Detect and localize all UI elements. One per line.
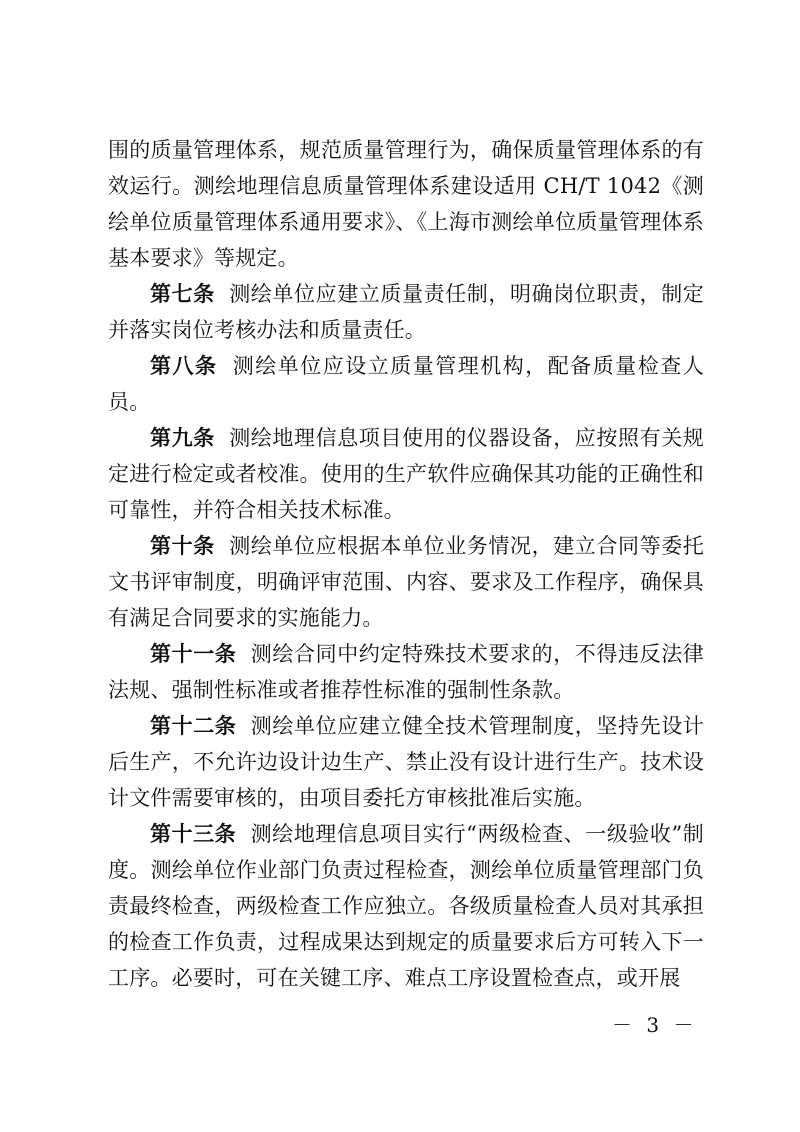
article-text: 测绘地理信息项目使用的仪器设备，应按照有关规定进行检定或者校准。使用的生产软件应确保其功能的正确性和可靠性，并符合相关技术标准。 xyxy=(108,426,704,522)
article-13 xyxy=(108,816,704,996)
article-text: 测绘合同中约定特殊技术要求的，不得违反法律法规、强制性标准或者推荐性标准的强制性条款。 xyxy=(108,642,704,702)
article-number: 第十条 xyxy=(150,534,215,558)
article-8 xyxy=(108,348,704,420)
article-9 xyxy=(108,420,704,528)
article-number: 第九条 xyxy=(150,426,215,450)
article-12 xyxy=(108,708,704,816)
article-10 xyxy=(108,528,704,636)
document-body xyxy=(108,132,704,996)
article-7 xyxy=(108,276,704,348)
article-text: 测绘单位应建立质量责任制，明确岗位职责，制定并落实岗位考核办法和质量责任。 xyxy=(108,282,704,342)
article-number: 第十一条 xyxy=(150,642,237,666)
paragraph-text: 围的质量管理体系，规范质量管理行为，确保质量管理体系的有效运行。测绘地理信息质量管理体系建设适用 CH/T 1042《测绘单位质量管理体系通用要求》、《上海市测绘单位质量管理体系基本要求》等规定。 xyxy=(108,138,704,270)
article-11 xyxy=(108,636,704,708)
article-number: 第十三条 xyxy=(150,822,237,846)
paragraph-continuation xyxy=(108,132,704,276)
article-number: 第十二条 xyxy=(150,714,237,738)
article-number: 第八条 xyxy=(150,354,218,378)
article-number: 第七条 xyxy=(150,282,215,306)
article-text: 测绘单位应设立质量管理机构，配备质量检查人员。 xyxy=(108,354,704,414)
article-text: 测绘地理信息项目实行“两级检查、一级验收”制度。测绘单位作业部门负责过程检查，测绘单位质量管理部门负责最终检查，两级检查工作应独立。各级质量检查人员对其承担的检查工作负责，过程成果达到规定的质量要求后方可转入下一工序。必要时，可在关键工序、难点工序设置检查点，或开展 xyxy=(108,822,704,990)
article-text: 测绘单位应根据本单位业务情况，建立合同等委托文书评审制度，明确评审范围、内容、要求及工作程序，确保具有满足合同要求的实施能力。 xyxy=(108,534,704,630)
article-text: 测绘单位应建立健全技术管理制度，坚持先设计后生产，不允许边设计边生产、禁止没有设计进行生产。技术设计文件需要审核的，由项目委托方审核批准后实施。 xyxy=(108,714,704,810)
page-number: － 3 － xyxy=(612,1013,698,1037)
